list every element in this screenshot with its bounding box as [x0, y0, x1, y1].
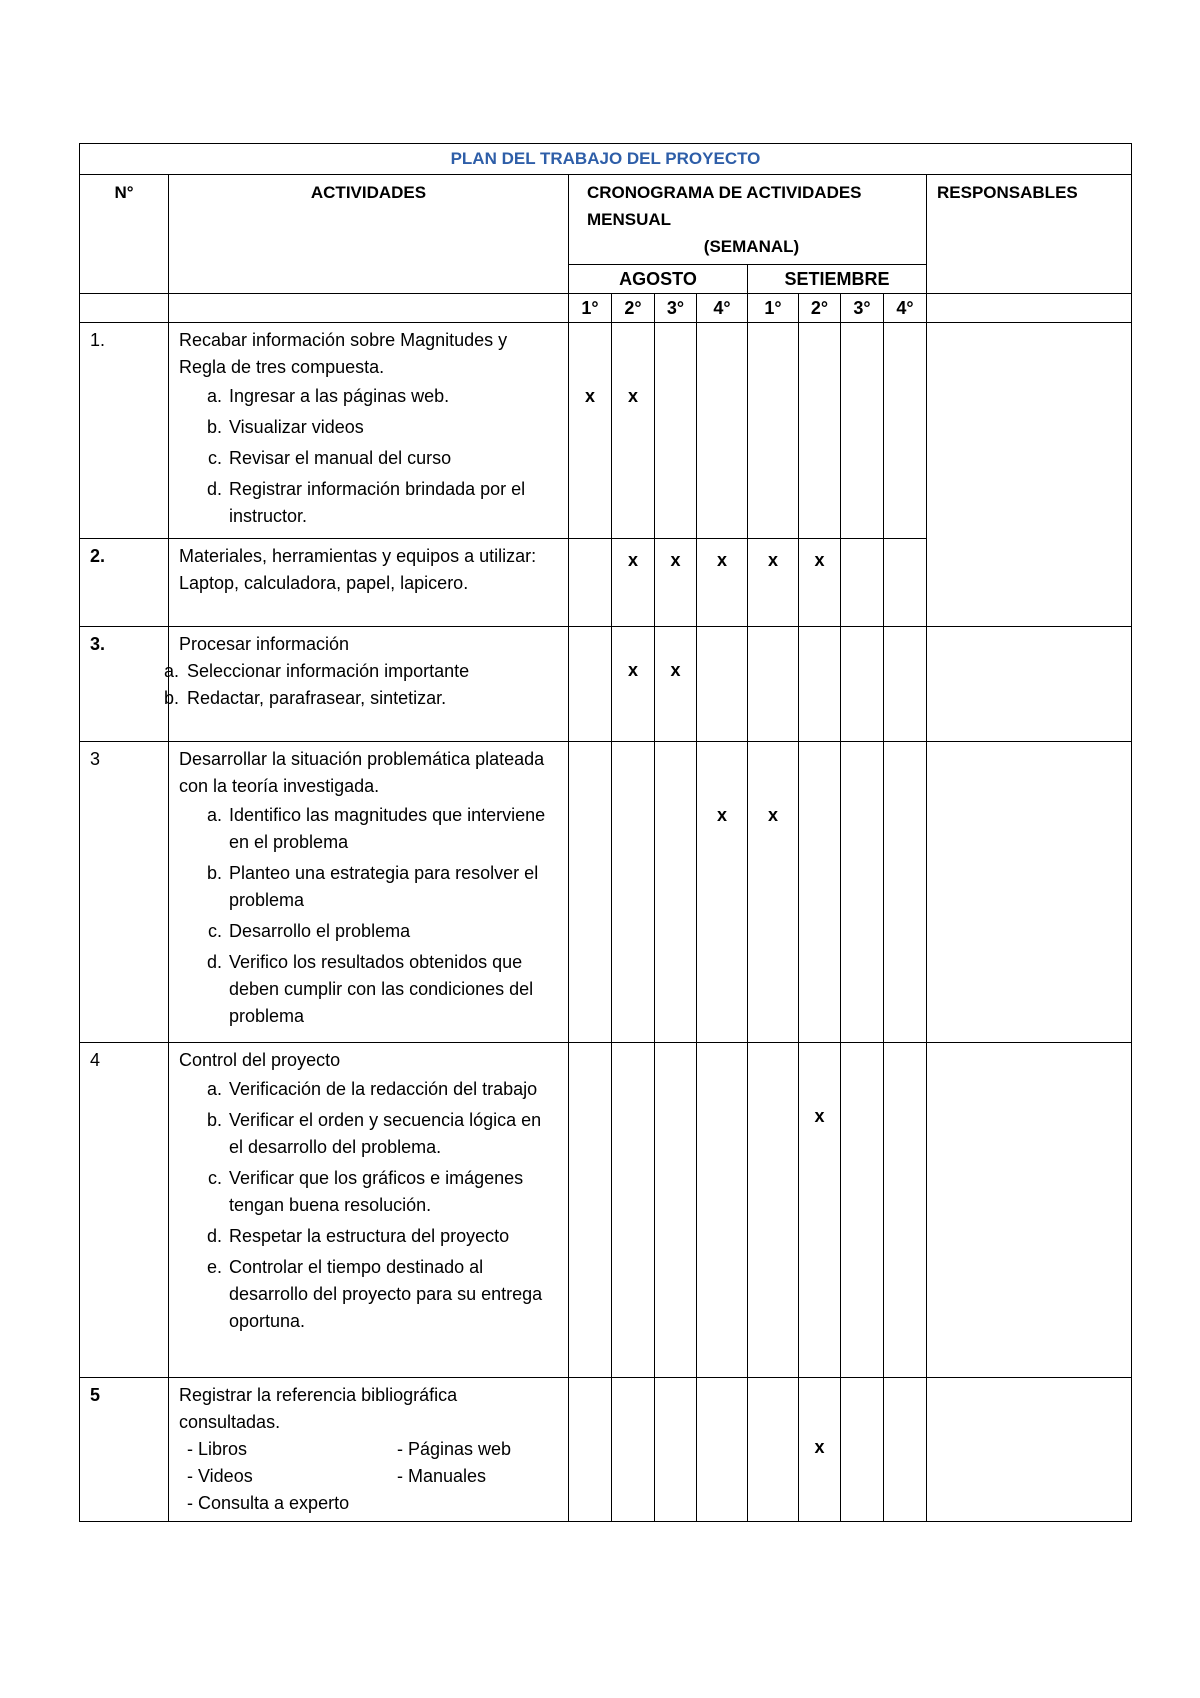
week-cell — [569, 323, 612, 539]
week-cell — [748, 742, 799, 1043]
sub-letter: b. — [163, 688, 179, 708]
mark: x — [767, 550, 778, 570]
week-cell — [841, 539, 884, 627]
mark: x — [716, 550, 727, 570]
sub-item — [163, 658, 558, 685]
week-cell — [799, 539, 841, 627]
activity-intro: Desarrollar la situación problemática plateada con la teoría investigada. — [179, 749, 545, 796]
activity-list — [179, 802, 558, 1030]
week-cell — [569, 1043, 612, 1378]
sub-text: Redactar, parafrasear, sintetizar. — [187, 688, 447, 708]
week-cell — [799, 742, 841, 1043]
week-cell — [569, 539, 612, 627]
week-cell — [748, 1043, 799, 1378]
activity-intro: Registrar la referencia bibliográfica consultadas. — [179, 1385, 458, 1432]
header-month-agosto: AGOSTO — [569, 265, 748, 294]
table-row — [80, 323, 1132, 539]
activity-intro: Recabar información sobre Magnitudes y Regla de tres compuesta. — [179, 330, 508, 377]
row-activity — [169, 323, 569, 539]
week-cell — [612, 323, 655, 539]
row-number: 5 — [80, 1378, 169, 1522]
week-cell — [697, 1378, 748, 1522]
table-row — [80, 742, 1132, 1043]
week-cell — [655, 742, 697, 1043]
list-item: c. Revisar el manual del curso — [227, 445, 558, 472]
bullet-line — [179, 1436, 558, 1463]
mark: x — [627, 386, 638, 406]
bullet-item: - Páginas web — [397, 1439, 512, 1459]
table-row — [80, 1043, 1132, 1378]
mark: x — [670, 550, 681, 570]
row-number: 3 — [80, 742, 169, 1043]
activity-intro: Materiales, herramientas y equipos a utilizar: — [179, 546, 537, 566]
week-cell — [884, 539, 927, 627]
header-month-setiembre: SETIEMBRE — [748, 265, 927, 294]
mark: x — [767, 805, 778, 825]
bullet-item: - Manuales — [397, 1466, 487, 1486]
mark: x — [627, 550, 638, 570]
activity-intro: Control del proyecto — [179, 1050, 341, 1070]
list-item: a. Identifico las magnitudes que interviene en el problema — [227, 802, 558, 856]
mark: x — [814, 1437, 825, 1457]
week-cell — [612, 1043, 655, 1378]
bullet-item: - Videos — [187, 1466, 253, 1486]
week-cell — [569, 627, 612, 742]
week-header: 4° — [884, 294, 927, 323]
week-cell — [748, 323, 799, 539]
week-cell — [841, 1378, 884, 1522]
week-cell — [655, 627, 697, 742]
bullet-item: - Libros — [187, 1439, 248, 1459]
row-activity — [169, 742, 569, 1043]
header-blank-activities — [169, 294, 569, 323]
week-cell — [612, 627, 655, 742]
document-page — [79, 143, 1131, 1522]
row-number: 4 — [80, 1043, 169, 1378]
list-item: a. Ingresar a las páginas web. — [227, 383, 558, 410]
table-row — [80, 1378, 1132, 1522]
row-number: 2. — [80, 539, 169, 627]
header-schedule — [569, 175, 927, 265]
list-item: c. Desarrollo el problema — [227, 918, 558, 945]
mark: x — [814, 550, 825, 570]
week-cell — [799, 1378, 841, 1522]
week-cell — [697, 1043, 748, 1378]
responsible-cell — [927, 1378, 1132, 1522]
mark: x — [814, 1106, 825, 1126]
week-cell — [569, 742, 612, 1043]
header-blank-responsible — [927, 294, 1132, 323]
table-row — [80, 627, 1132, 742]
week-cell — [612, 742, 655, 1043]
sub-item — [163, 685, 558, 712]
week-cell — [697, 539, 748, 627]
week-cell — [841, 323, 884, 539]
mark: x — [670, 660, 681, 680]
week-cell — [799, 323, 841, 539]
activity-list — [179, 383, 558, 530]
week-cell — [612, 539, 655, 627]
week-cell — [655, 323, 697, 539]
header-blank-num — [80, 294, 169, 323]
row-number: 1. — [80, 323, 169, 539]
week-cell — [655, 539, 697, 627]
activity-list — [179, 1076, 558, 1335]
mark: x — [584, 386, 595, 406]
list-item: e. Controlar el tiempo destinado al desarrollo del proyecto para su entrega oportuna. — [227, 1254, 558, 1335]
week-cell — [748, 1378, 799, 1522]
header-activities: ACTIVIDADES — [169, 175, 569, 294]
list-item: c. Verificar que los gráficos e imágenes tengan buena resolución. — [227, 1165, 558, 1219]
week-header: 2° — [799, 294, 841, 323]
project-plan-table — [79, 143, 1132, 1522]
activity-extra: Laptop, calculadora, papel, lapicero. — [179, 573, 469, 593]
sub-text: Seleccionar información importante — [187, 661, 470, 681]
week-header: 1° — [569, 294, 612, 323]
bullet-line — [179, 1463, 558, 1490]
header-schedule-line1: CRONOGRAMA DE ACTIVIDADES MENSUAL — [587, 183, 862, 229]
week-cell — [612, 1378, 655, 1522]
sub-letter: a. — [163, 661, 179, 681]
header-num: N° — [80, 175, 169, 294]
mark: x — [627, 660, 638, 680]
responsible-cell — [927, 1043, 1132, 1378]
week-cell — [884, 1378, 927, 1522]
week-cell — [799, 627, 841, 742]
week-cell — [697, 323, 748, 539]
week-cell — [748, 627, 799, 742]
row-activity — [169, 539, 569, 627]
week-cell — [697, 627, 748, 742]
bullet-item: - Consulta a experto — [187, 1493, 350, 1513]
responsible-cell — [927, 323, 1132, 627]
list-item: a. Verificación de la redacción del trabajo — [227, 1076, 558, 1103]
week-cell — [841, 742, 884, 1043]
responsible-cell — [927, 742, 1132, 1043]
row-activity — [169, 1043, 569, 1378]
list-item: b. Visualizar videos — [227, 414, 558, 441]
week-cell — [697, 742, 748, 1043]
list-item: d. Respetar la estructura del proyecto — [227, 1223, 558, 1250]
responsible-cell — [927, 627, 1132, 742]
header-responsible: RESPONSABLES — [927, 175, 1132, 294]
week-cell — [841, 627, 884, 742]
week-header: 2° — [612, 294, 655, 323]
week-cell — [655, 1378, 697, 1522]
week-header: 3° — [655, 294, 697, 323]
list-item: d. Verifico los resultados obtenidos que deben cumplir con las condiciones del problema — [227, 949, 558, 1030]
week-header: 3° — [841, 294, 884, 323]
bullet-line — [179, 1490, 558, 1517]
row-number: 3. — [80, 627, 169, 742]
week-cell — [748, 539, 799, 627]
header-schedule-line2: (SEMANAL) — [703, 237, 800, 256]
list-item: b. Planteo una estrategia para resolver el problema — [227, 860, 558, 914]
row-activity — [163, 627, 569, 742]
row-activity — [169, 1378, 569, 1522]
week-cell — [884, 323, 927, 539]
week-cell — [884, 627, 927, 742]
table-title: PLAN DEL TRABAJO DEL PROYECTO — [80, 144, 1132, 175]
mark: x — [716, 805, 727, 825]
week-cell — [799, 1043, 841, 1378]
week-header: 4° — [697, 294, 748, 323]
list-item: b. Verificar el orden y secuencia lógica en el desarrollo del problema. — [227, 1107, 558, 1161]
week-cell — [841, 1043, 884, 1378]
list-item: d. Registrar información brindada por el instructor. — [227, 476, 558, 530]
week-cell — [569, 1378, 612, 1522]
week-cell — [884, 1043, 927, 1378]
week-cell — [884, 742, 927, 1043]
week-header: 1° — [748, 294, 799, 323]
activity-intro: Procesar información — [179, 634, 350, 654]
week-cell — [655, 1043, 697, 1378]
